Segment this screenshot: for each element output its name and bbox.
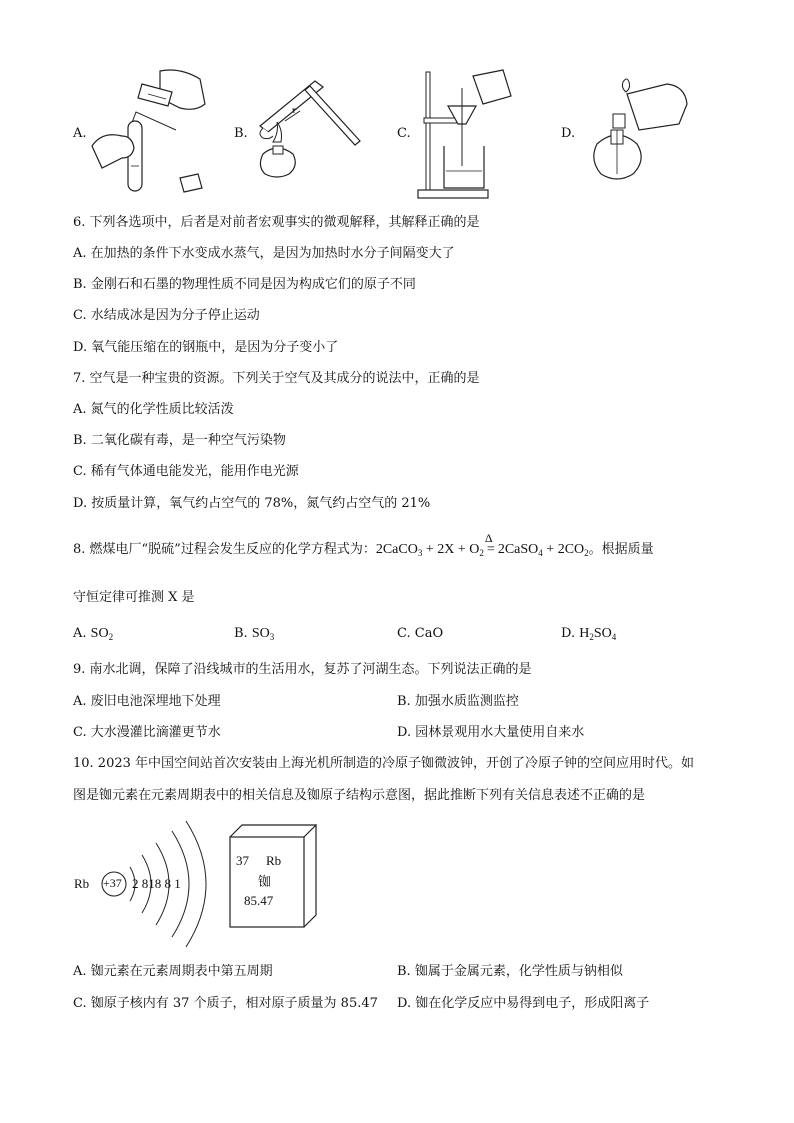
q7-option-a[interactable]: A. 氮气的化学性质比较活泼 — [73, 402, 234, 417]
q10-option-c[interactable]: C. 铷原子核内有 37 个质子，相对原子质量为 85.47 — [73, 996, 378, 1011]
q10-stem-line1: 10. 2023 年中国空间站首次安装由上海光机所制造的冷原子铷微波钟，开创了冷原子钟的空间应用时代。如 — [73, 756, 695, 771]
q8-option-b[interactable] — [234, 625, 274, 646]
q8-d-sub1: 2 — [589, 632, 594, 642]
cell-symbol: Rb — [266, 853, 282, 868]
eq-plus2: + 2CO — [542, 542, 585, 557]
figure-a-adding-solid — [90, 66, 210, 196]
q8-option-a-formula — [91, 626, 113, 641]
atom-symbol: Rb — [74, 876, 90, 891]
cell-box-outline — [228, 823, 320, 931]
q8-option-b-formula — [252, 626, 274, 641]
figure-d-lighting-lamp — [583, 74, 693, 194]
q8-option-a-label: A. — [73, 626, 87, 641]
q10-option-d[interactable]: D. 铷在化学反应中易得到电子，形成阳离子 — [397, 996, 650, 1011]
q8-option-d[interactable] — [561, 625, 616, 646]
q7-option-d[interactable]: D. 按质量计算，氧气约占空气的 78%，氮气约占空气的 21% — [73, 496, 431, 511]
q5-option-a-label: A. — [73, 126, 87, 141]
q7-option-b[interactable]: B. 二氧化碳有毒，是一种空气污染物 — [73, 433, 286, 448]
q10-option-b[interactable]: B. 铷属于金属元素，化学性质与钠相似 — [397, 964, 623, 979]
q10-option-a[interactable]: A. 铷元素在元素周期表中第五周期 — [73, 964, 273, 979]
q8-option-d-label: D. — [561, 626, 576, 641]
q9-stem: 9. 南水北调，保障了沿线城市的生活用水，复苏了河湖生态。下列说法正确的是 — [73, 662, 532, 677]
cell-atomic-number: 37 — [236, 853, 249, 868]
q8-option-c[interactable]: C. CaO — [397, 626, 444, 641]
q8-a-sub: 2 — [108, 632, 114, 642]
q8-stem-end: 。根据质量 — [588, 542, 654, 557]
q6-option-a[interactable]: A. 在加热的条件下水变成水蒸气，是因为加热时水分子间隔变大了 — [73, 246, 455, 261]
q8-a-f: SO — [90, 626, 109, 641]
q7-stem: 7. 空气是一种宝贵的资源。下列关于空气及其成分的说法中，正确的是 — [73, 371, 480, 386]
q8-d-sub2: 4 — [611, 632, 617, 642]
q8-b-sub: 3 — [269, 632, 275, 642]
figure-c-filtration — [418, 66, 528, 204]
eq-sub-2b: 2 — [584, 548, 589, 558]
q8-option-b-label: B. — [234, 626, 248, 641]
q10-stem-line2: 图是铷元素在元素周期表中的相关信息及铷原子结构示意图，据此推断下列有关信息表述不正确的是 — [73, 788, 646, 803]
q8-equation — [375, 531, 589, 558]
eq-equals: = — [486, 542, 495, 557]
q8-stem-start: 8. 燃煤电厂“脱硫”过程会发生反应的化学方程式为： — [73, 542, 376, 557]
q9-option-b[interactable]: B. 加强水质监测监控 — [397, 694, 519, 709]
q9-option-c[interactable]: C. 大水漫灌比滴灌更节水 — [73, 725, 221, 740]
q8-d-f1: H — [579, 626, 590, 641]
eq-sub-4: 4 — [538, 548, 543, 558]
q8-stem-line1 — [73, 531, 654, 562]
atom-nucleus-charge: +37 — [103, 876, 122, 890]
q5-option-b-label: B. — [234, 126, 248, 141]
q8-d-f2: SO — [593, 626, 612, 641]
q5-option-c-label: C. — [397, 126, 411, 141]
q9-option-d[interactable]: D. 园林景观用水大量使用自来水 — [397, 725, 585, 740]
eq-sub-2: 2 — [479, 548, 484, 558]
q6-option-d[interactable]: D. 氧气能压缩在的钢瓶中，是因为分子变小了 — [73, 340, 339, 355]
q8-stem-line2: 守恒定律可推测 X 是 — [73, 590, 195, 605]
atom-shell-electrons: 2 818 8 1 — [132, 876, 181, 891]
q8-b-f: SO — [251, 626, 270, 641]
q7-option-c[interactable]: C. 稀有气体通电能发光，能用作电光源 — [73, 464, 299, 479]
q6-option-c[interactable]: C. 水结成冰是因为分子停止运动 — [73, 308, 260, 323]
figure-b-heating-tube — [255, 76, 365, 191]
eq-rhs1: 2CaSO — [497, 542, 539, 557]
rb-atom-diagram — [72, 815, 222, 955]
eq-plus1: + 2X + O — [422, 542, 480, 557]
eq-lhs: 2CaCO — [375, 542, 418, 557]
q6-stem: 6. 下列各选项中，后者是对前者宏观事实的微观解释，其解释正确的是 — [73, 215, 480, 230]
eq-sub-3: 3 — [417, 548, 423, 558]
q8-option-a[interactable] — [73, 625, 113, 646]
periodic-table-cell — [228, 823, 320, 931]
cell-atomic-mass: 85.47 — [244, 893, 274, 908]
eq-delta: Δ — [484, 531, 493, 545]
q8-option-d-formula — [579, 626, 616, 641]
q5-option-d-label: D. — [561, 126, 576, 141]
cell-element-name: 铷 — [258, 875, 272, 890]
q6-option-b[interactable]: B. 金刚石和石墨的物理性质不同是因为构成它们的原子不同 — [73, 277, 416, 292]
q9-option-a[interactable]: A. 废旧电池深埋地下处理 — [73, 694, 221, 709]
